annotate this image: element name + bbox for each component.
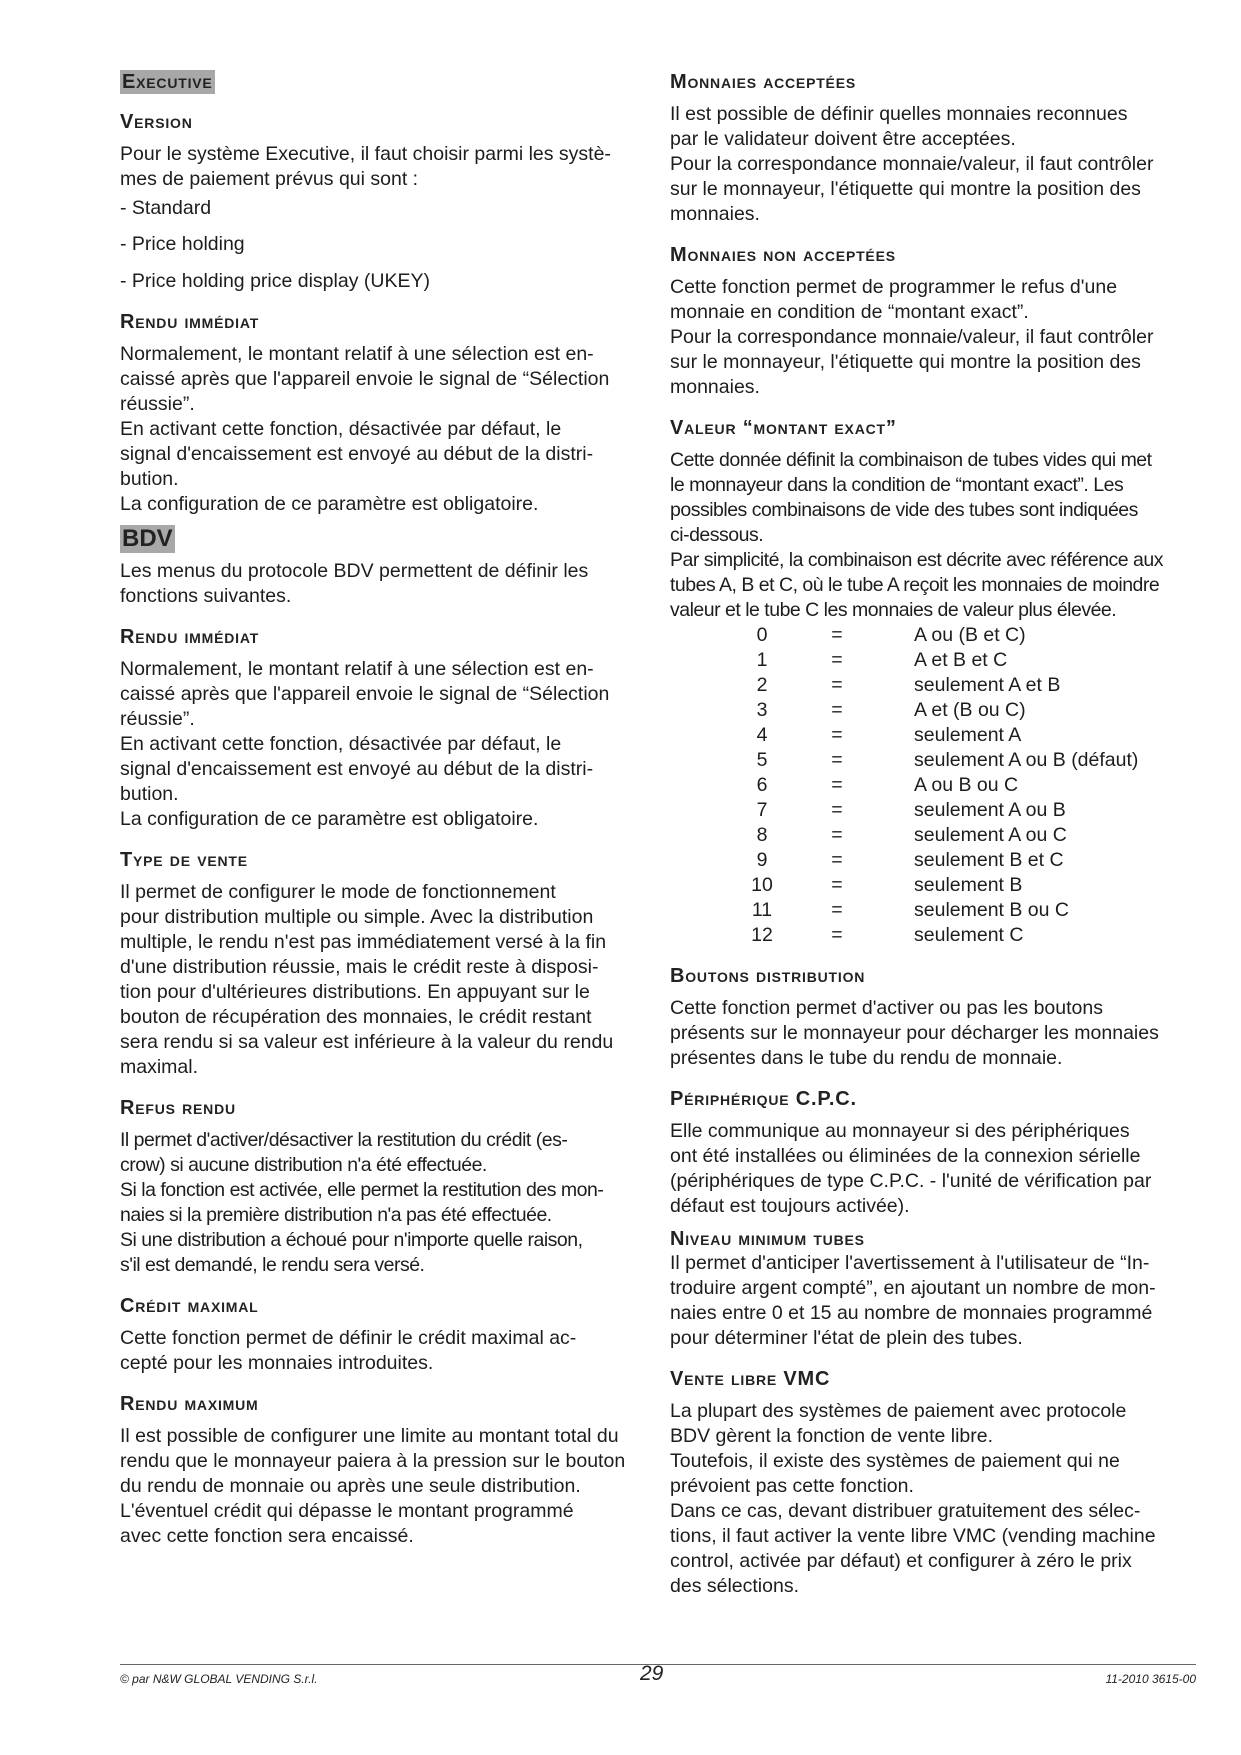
combination-description: A et B et C: [914, 649, 1008, 671]
combination-description: seulement A et B: [914, 674, 1061, 696]
tube-combination-row: [732, 873, 1138, 898]
version-option: - Standard: [120, 197, 212, 219]
combination-description: seulement A ou B (défaut): [914, 749, 1139, 771]
combination-description: seulement C: [914, 924, 1024, 946]
type-de-vente-text: Il permet de configurer le mode de fonctionnement pour distribution multiple ou simple. Avec la distribution multiple, le rendu n'est pas immédiatement versé à la fin d'une distribution réussie, mais le crédit reste à disposi- tion pour d'ultérieures distributions. En appuyant sur le bouton de récupération des monnaies, le crédit restant sera rendu si sa valeur est inférieure à la valeur du rendu maximal.: [120, 881, 614, 1078]
combination-number: 1: [756, 649, 768, 671]
boutons-distribution-heading: Boutons distribution: [670, 965, 866, 987]
equals-sign: =: [831, 724, 843, 746]
credit-maximal-text: Cette fonction permet de définir le crédit maximal ac- cepté pour les monnaies introduites.: [120, 1327, 577, 1374]
rendu-immediat-heading: Rendu immédiat: [120, 626, 260, 648]
valeur-montant-exact-text: Cette donnée définit la combinaison de tubes vides qui met le monnayeur dans la condition de “montant exact”. Les possibles combinaisons de vide des tubes sont indiquées ci-dessous. Par simplicité, la combinaison est décrite avec référence aux tubes A, B et C, où le tube A reçoit les monnaies de moindre valeur et le tube C les monnaies de valeur plus élevée.: [670, 449, 1163, 621]
equals-sign: =: [831, 699, 843, 721]
footer-copyright: © par N&W GLOBAL VENDING S.r.l.: [120, 1672, 318, 1686]
tube-combination-row: [732, 648, 1138, 673]
combination-description: seulement B: [914, 874, 1023, 896]
tube-combination-row: [732, 773, 1138, 798]
combination-number: 10: [751, 874, 773, 896]
combination-description: seulement A ou C: [914, 824, 1067, 846]
equals-sign: =: [831, 799, 843, 821]
left-column: [120, 70, 646, 1549]
bdv-intro-text: Les menus du protocole BDV permettent de définir les fonctions suivantes.: [120, 560, 589, 607]
monnaies-acceptees-heading: Monnaies acceptées: [670, 71, 856, 93]
monnaies-acceptees-text: Il est possible de définir quelles monnaies reconnues par le validateur doivent être acceptées. Pour la correspondance monnaie/valeur, il faut contrôler sur le monnayeur, l'étiquette qui montre la position des monnaies.: [670, 103, 1154, 225]
rendu-maximum-heading: Rendu maximum: [120, 1393, 259, 1415]
rendu-immediat-heading: Rendu immédiat: [120, 311, 260, 333]
tube-combination-row: [732, 698, 1138, 723]
valeur-montant-exact-heading: Valeur “montant exact”: [670, 417, 897, 439]
version-option: - Price holding: [120, 233, 245, 255]
combination-number: 11: [751, 899, 773, 921]
tube-combination-row: [732, 798, 1138, 823]
page-number: 29: [640, 1662, 664, 1685]
combination-number: 0: [756, 624, 768, 646]
equals-sign: =: [831, 874, 843, 896]
vente-libre-vmc-text: La plupart des systèmes de paiement avec protocole BDV gèrent la fonction de vente libre. Toutefois, il existe des systèmes de paiement qui ne prévoient pas cette fonction. Dans ce cas, devant distribuer gratuitement des sélec- tions, il faut activer la vente libre VMC (vending machine control, activée par défaut) et configurer à zéro le prix des sélections.: [670, 1400, 1156, 1597]
combination-number: 8: [756, 824, 768, 846]
equals-sign: =: [831, 749, 843, 771]
tube-combination-row: [732, 723, 1138, 748]
bdv-section-tag: BDV: [122, 525, 173, 552]
rendu-immediat-text: Normalement, le montant relatif à une sélection est en- caissé après que l'appareil envoie le signal de “Sélection réussie”. En activant cette fonction, désactivée par défaut, le signal d'encaissement est envoyé au début de la distri- bution. La configuration de ce paramètre est obligatoire.: [120, 343, 610, 515]
niveau-minimum-tubes-text: Il permet d'anticiper l'avertissement à l'utilisateur de “In- troduire argent compté”, en ajoutant un nombre de mon- naies entre 0 et 15 au nombre de monnaies programmé pour déterminer l'état de plein des tubes.: [670, 1252, 1156, 1349]
combination-description: A ou (B et C): [914, 624, 1026, 646]
combination-number: 4: [756, 724, 768, 746]
peripherique-cpc-text: Elle communique au monnayeur si des périphériques ont été installées ou éliminées de la connexion sérielle (périphériques de type C.P.C. - l'unité de vérification par défaut est toujours activée).: [670, 1120, 1152, 1217]
right-column: [670, 70, 1196, 1599]
combination-number: 9: [756, 849, 768, 871]
peripherique-cpc-heading: Périphérique C.P.C.: [670, 1088, 857, 1110]
tube-combination-row: [732, 848, 1138, 873]
equals-sign: =: [831, 674, 843, 696]
rendu-immediat-text: Normalement, le montant relatif à une sélection est en- caissé après que l'appareil envoie le signal de “Sélection réussie”. En activant cette fonction, désactivée par défaut, le signal d'encaissement est envoyé au début de la distri- bution. La configuration de ce paramètre est obligatoire.: [120, 658, 610, 830]
rendu-maximum-text: Il est possible de configurer une limite au montant total du rendu que le monnayeur paiera à la pression sur le bouton du rendu de monnaie ou après une seule distribution. L'éventuel crédit qui dépasse le montant programmé avec cette fonction sera encaissé.: [120, 1425, 626, 1547]
combination-description: seulement A ou B: [914, 799, 1066, 821]
boutons-distribution-text: Cette fonction permet d'activer ou pas les boutons présents sur le monnayeur pour décharger les monnaies présentes dans le tube du rendu de monnaie.: [670, 997, 1159, 1069]
combination-description: A ou B ou C: [914, 774, 1019, 796]
tube-combination-row: [732, 823, 1138, 848]
equals-sign: =: [831, 824, 843, 846]
tube-combination-row: [732, 748, 1138, 773]
combination-number: 12: [751, 924, 773, 946]
combination-number: 7: [756, 799, 768, 821]
executive-section-tag: Executive: [122, 71, 213, 93]
combination-number: 2: [756, 674, 768, 696]
monnaies-non-acceptees-heading: Monnaies non acceptées: [670, 244, 896, 266]
combination-number: 3: [756, 699, 768, 721]
combination-description: A et (B ou C): [914, 699, 1026, 721]
tube-combination-table: [732, 623, 1138, 948]
version-heading: Version: [120, 111, 193, 133]
equals-sign: =: [831, 624, 843, 646]
refus-rendu-text: Il permet d'activer/désactiver la restitution du crédit (es- crow) si aucune distribution n'a été effectuée. Si la fonction est activée, elle permet la restitution des mon- naies si la première distribution n'a pas été effectuée. Si une distribution a échoué pour n'importe quelle raison, s'il est demandé, le rendu sera versé.: [120, 1129, 604, 1276]
combination-number: 6: [756, 774, 768, 796]
equals-sign: =: [831, 924, 843, 946]
combination-description: seulement B et C: [914, 849, 1064, 871]
type-de-vente-heading: Type de vente: [120, 849, 248, 871]
version-text: Pour le système Executive, il faut choisir parmi les systè- mes de paiement prévus qui sont :: [120, 143, 611, 190]
equals-sign: =: [831, 849, 843, 871]
niveau-minimum-tubes-heading: Niveau minimum tubes: [670, 1228, 865, 1250]
equals-sign: =: [831, 774, 843, 796]
monnaies-non-acceptees-text: Cette fonction permet de programmer le refus d'une monnaie en condition de “montant exact”. Pour la correspondance monnaie/valeur, il faut contrôler sur le monnayeur, l'étiquette qui montre la position des monnaies.: [670, 276, 1154, 398]
credit-maximal-heading: Crédit maximal: [120, 1295, 259, 1317]
equals-sign: =: [831, 649, 843, 671]
refus-rendu-heading: Refus rendu: [120, 1097, 236, 1119]
footer-document-code: 11-2010 3615-00: [1105, 1672, 1196, 1686]
vente-libre-vmc-heading: Vente libre VMC: [670, 1368, 831, 1390]
combination-number: 5: [756, 749, 768, 771]
tube-combination-row: [732, 673, 1138, 698]
tube-combination-row: [732, 898, 1138, 923]
version-option: - Price holding price display (UKEY): [120, 270, 430, 292]
equals-sign: =: [831, 899, 843, 921]
tube-combination-row: [732, 923, 1138, 948]
tube-combination-row: [732, 623, 1138, 648]
combination-description: seulement B ou C: [914, 899, 1070, 921]
combination-description: seulement A: [914, 724, 1022, 746]
